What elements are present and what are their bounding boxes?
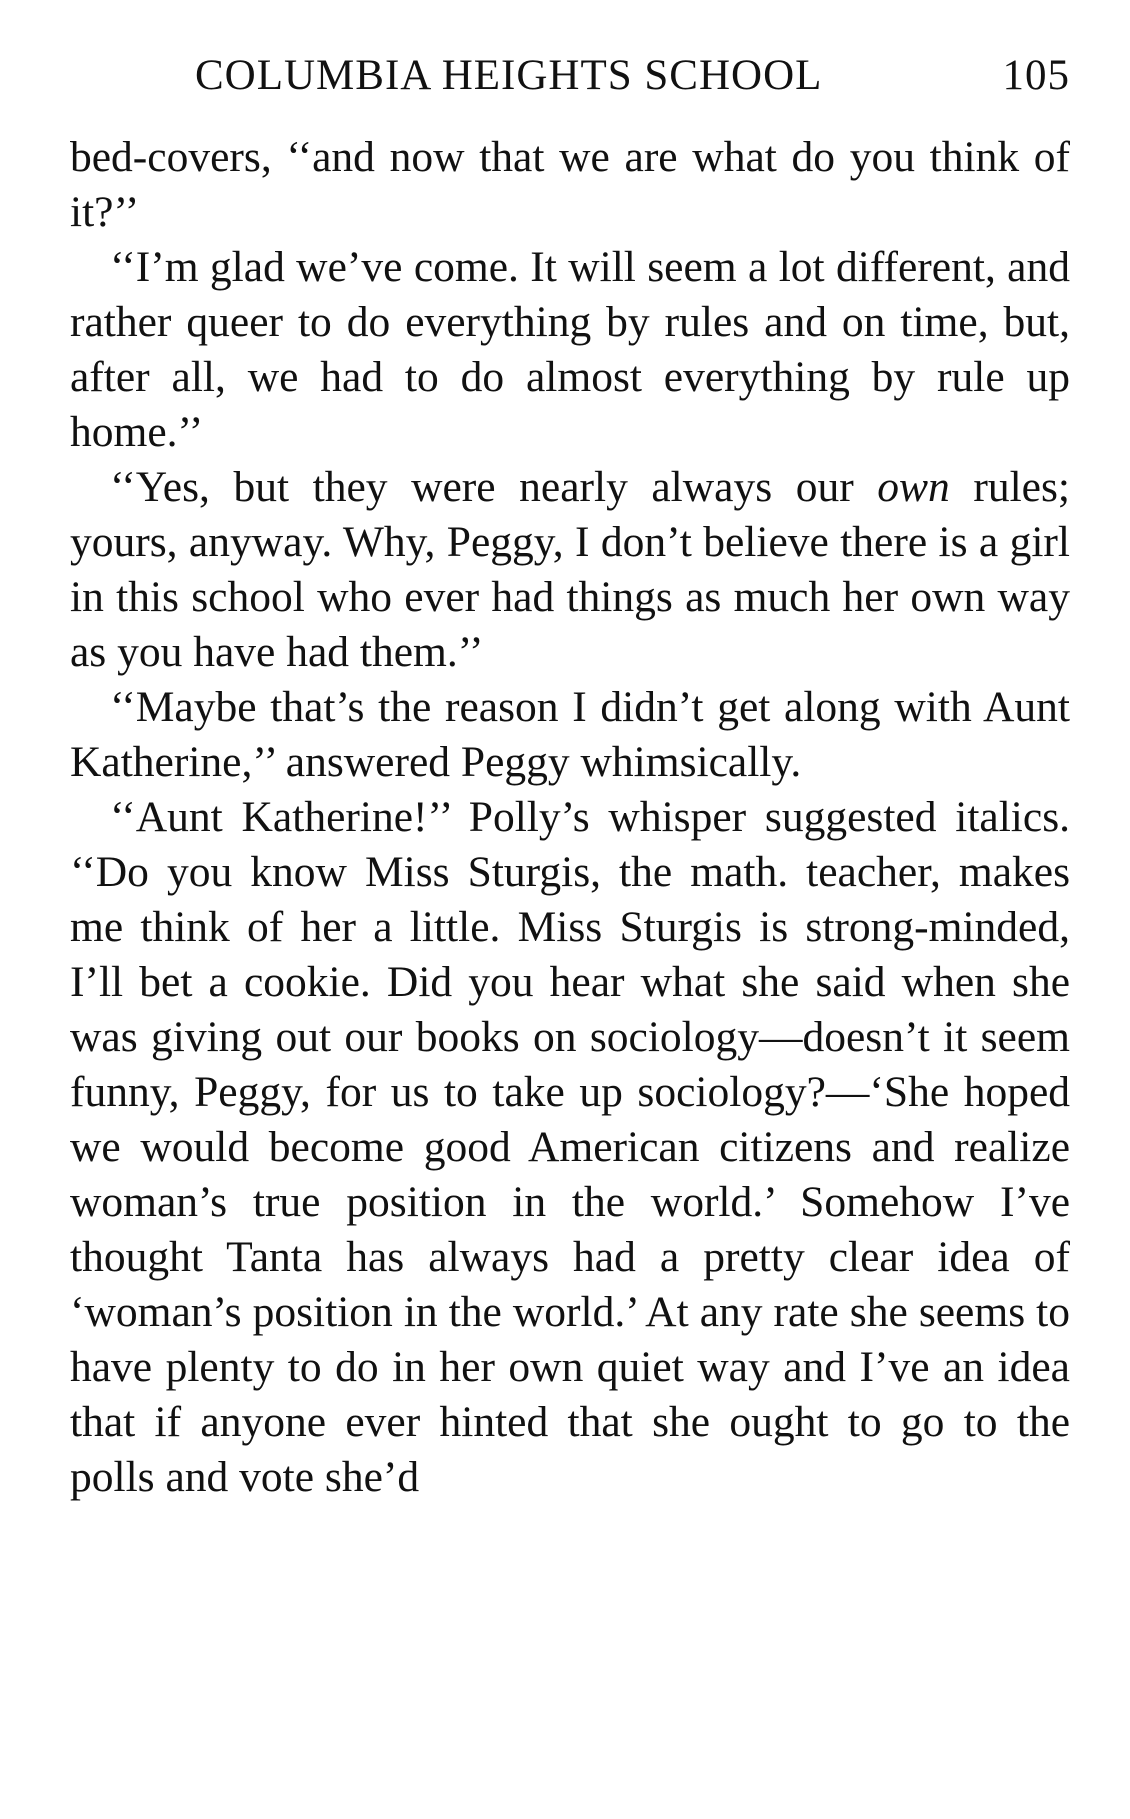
running-head: [70, 40, 1070, 112]
body-text: [70, 130, 1070, 1505]
paragraph-text: ‘‘Yes, but they were nearly always our: [110, 463, 878, 511]
paragraph-continuation: bed-covers, ‘‘and now that we are what do you think of it?’’: [70, 133, 1070, 236]
book-page: [70, 40, 1070, 1800]
paragraph: ‘‘I’m glad we’ve come. It will seem a lot different, and rather queer to do everything by rules and on time, but, after all, we had to do almost everything by rule up home.’’: [70, 243, 1070, 456]
paragraph: [70, 460, 1070, 680]
running-title: COLUMBIA HEIGHTS SCHOOL: [195, 52, 823, 99]
paragraph: ‘‘Aunt Katherine!’’ Polly’s whisper suggested italics. ‘‘Do you know Miss Sturgis, the math. teacher, makes me think of her a little. Miss Sturgis is strong-minded, I’ll bet a cookie. Did you hear what she said when she was giving out our books on sociology—doesn’t it seem funny, Peggy, for us to take up sociology?—‘She hoped we would become good American citizens and realize woman’s true position in the world.’ Somehow I’ve thought Tanta has always had a pretty clear idea of ‘woman’s position in the world.’ At any rate she seems to have plenty to do in her own quiet way and I’ve an idea that if anyone ever hinted that she ought to go to the polls and vote she’d: [70, 793, 1070, 1501]
italic-word: own: [877, 463, 950, 511]
paragraph-text: rules; yours, anyway. Why, Peggy, I don’t believe there is a girl in this school who ever had things as much her own way as you have had them.’’: [70, 463, 1070, 676]
paragraph: ‘‘Maybe that’s the reason I didn’t get along with Aunt Katherine,’’ answered Peggy whimsically.: [70, 683, 1070, 786]
page-number: 105: [1002, 52, 1070, 99]
